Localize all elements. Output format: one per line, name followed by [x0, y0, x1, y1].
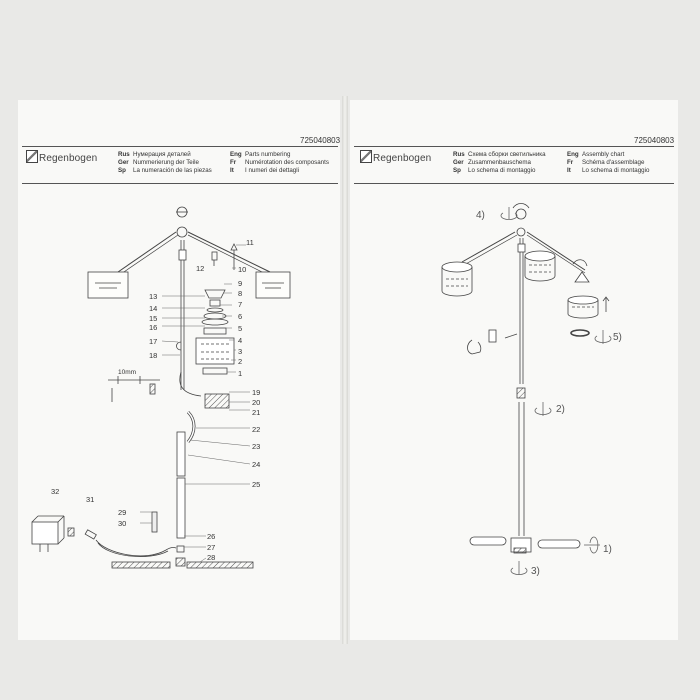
step-1-label: 1)	[603, 544, 612, 555]
callout-16: 16	[149, 323, 158, 332]
callout-22: 22	[252, 425, 261, 434]
callout-15: 15	[149, 314, 158, 323]
callout-2: 2	[238, 357, 243, 366]
callout-26: 26	[207, 532, 216, 541]
step-4-label: 4)	[476, 210, 485, 221]
callout-23: 23	[252, 442, 261, 451]
document-number: 725040803	[634, 136, 675, 145]
heading-ger: Ger Nummerierung der Teile	[118, 159, 199, 166]
callout-1: 1	[238, 369, 243, 378]
callout-30: 30	[118, 519, 127, 528]
callout-19: 19	[252, 388, 261, 397]
callout-6: 6	[238, 312, 243, 321]
heading-it: It Lo schema di montaggio	[567, 167, 650, 174]
callout-4: 4	[238, 336, 243, 345]
callout-17: 17	[149, 337, 158, 346]
heading-fr: Fr Numérotation des composants	[230, 159, 329, 166]
step-5-label: 5)	[613, 332, 622, 343]
callout-27: 27	[207, 543, 216, 552]
callout-29: 29	[118, 508, 127, 517]
assembly-steps	[476, 210, 622, 577]
heading-eng: Eng Parts numbering	[230, 151, 291, 158]
heading-rus: Rus Нумерация деталей	[118, 151, 191, 158]
heading-eng: Eng Assembly chart	[567, 151, 625, 158]
callout-9: 9	[238, 279, 243, 288]
measure-label: 10mm	[118, 369, 137, 376]
callout-31: 31	[86, 495, 95, 504]
heading-sp: Sp La numeración de las piezas	[118, 167, 212, 174]
callout-13: 13	[149, 292, 158, 301]
heading-ger: Ger Zusammenbauschema	[453, 159, 531, 166]
callout-8: 8	[238, 289, 243, 298]
step-3-label: 3)	[531, 566, 540, 577]
callout-20: 20	[252, 398, 261, 407]
callout-21: 21	[252, 408, 261, 417]
brand-logo: Regenbogen	[26, 150, 97, 164]
heading-rus: Rus Схема сборки светильника	[453, 151, 546, 158]
callout-28: 28	[207, 553, 216, 562]
callout-3: 3	[238, 347, 243, 356]
heading-fr: Fr Schéma d'assemblage	[567, 159, 645, 166]
heading-sp: Sp Lo schema di montaggio	[453, 167, 536, 174]
callout-24: 24	[252, 460, 261, 469]
callout-25: 25	[252, 480, 261, 489]
brand-logo: Regenbogen	[360, 150, 431, 164]
callout-32: 32	[51, 487, 60, 496]
callout-12: 12	[196, 264, 205, 273]
heading-it: It I numeri dei dettagli	[230, 167, 299, 174]
callout-14: 14	[149, 304, 158, 313]
callout-7: 7	[238, 300, 243, 309]
callout-10: 10	[238, 265, 247, 274]
assembly-lamp-drawing	[442, 204, 611, 576]
callout-11: 11	[246, 238, 254, 247]
callout-5: 5	[238, 324, 243, 333]
callout-18: 18	[149, 351, 158, 360]
step-2-label: 2)	[556, 404, 565, 415]
document-number: 725040803	[300, 136, 341, 145]
